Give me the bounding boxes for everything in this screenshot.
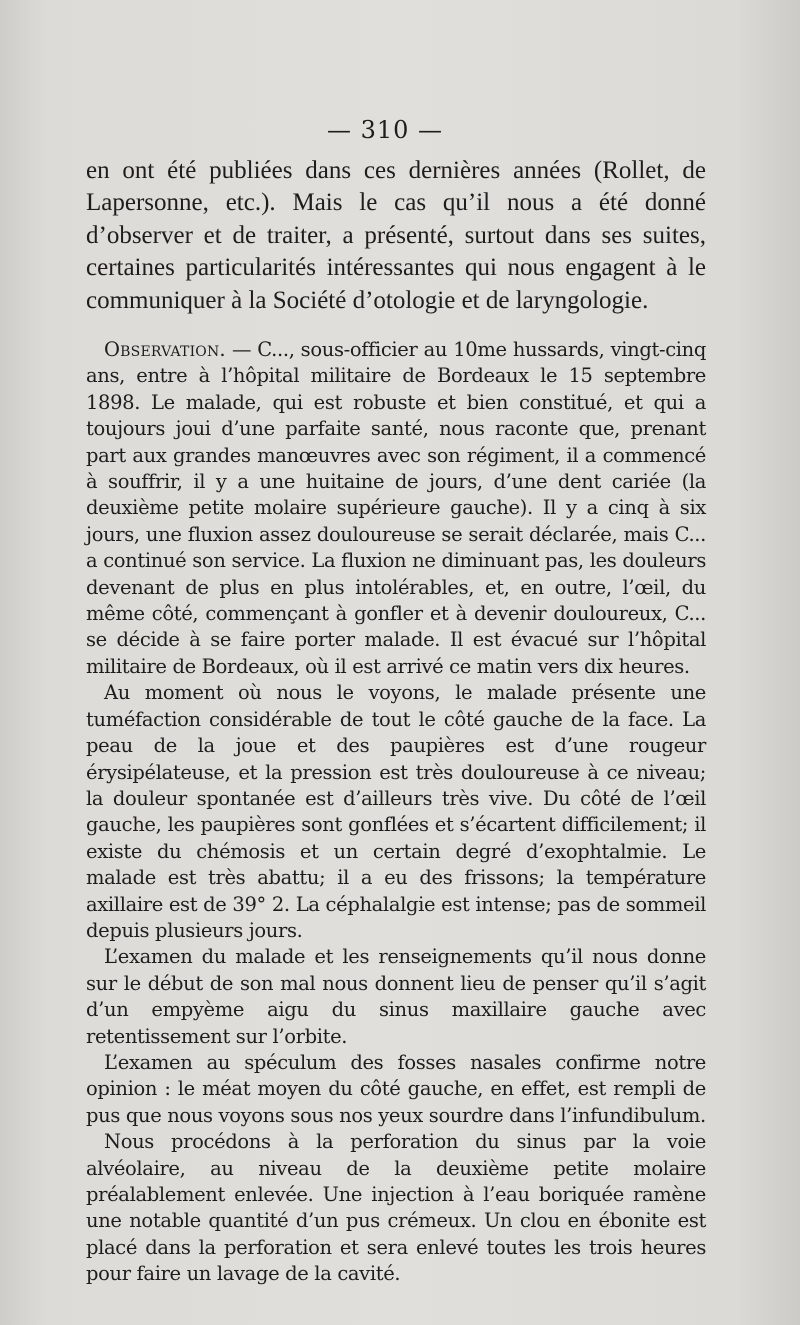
diagnosis-paragraph: L’examen du malade et les renseignements qu’il nous donne sur le début de son mal nous donnent lieu de penser qu’il s’agit d’un empyème aigu du sinus maxillaire gauche avec retentissement sur l’orbite. (86, 945, 706, 1048)
observation-heading: Observation. (104, 338, 226, 361)
clinical-paragraph: Au moment où nous le voyons, le malade présente une tuméfaction considérable de tout le côté gauche de la face. La peau de la joue et des paupières est d’une rougeur érysipélateuse, et la pression est très douloureuse à ce niveau; la douleur spontanée est d’ailleurs très vive. Du côté de l’œil gauche, les paupières sont gonflées et s’écartent difficilement; il existe du chémosis et un certain degré d’exophtalmie. Le malade est très abattu; il a eu des frissons; la température axillaire est de 39° 2. La céphalalgie est intense; pas de sommeil depuis plusieurs jours. (86, 681, 706, 942)
speculum-paragraph: L’examen au spéculum des fosses nasales confirme notre opinion : le méat moyen du côté gauche, en effet, est rempli de pus que nous voyons sous nos yeux sourdre dans l’infundibulum. (86, 1050, 706, 1127)
intro-text-block (86, 155, 706, 317)
intro-paragraph: en ont été publiées dans ces dernières années (Rollet, de Lapersonne, etc.). Mais le cas qu’il nous a été donné d’observer et de traiter, a présenté, surtout dans ses suites, certaines particularités intéressantes qui nous engagent à le communiquer à la Société d’otologie et de laryngologie. (86, 157, 706, 314)
observation-text-block (86, 337, 706, 1288)
procedure-paragraph: Nous procédons à la perforation du sinus par la voie alvéolaire, au niveau de la deuxième petite molaire préalablement enlevée. Une injection à l’eau boriquée ramène une notable quantité d’un pus crémeux. Un clou en ébonite est placé dans la perforation et sera enlevé toutes les trois heures pour faire un lavage de la cavité. (86, 1130, 706, 1286)
observation-paragraph (86, 337, 706, 680)
page-number: — 310 — (326, 116, 444, 144)
observation-text: — C..., sous-officier au 10me hussards, vingt-cinq ans, entre à l’hôpital militaire de Bordeaux le 15 septembre 1898. Le malade, qui est robuste et bien constitué, et qui a toujours joui d’une parfaite santé, nous raconte que, prenant part aux grandes manœuvres avec son régiment, il a commencé à souffrir, il y a une huitaine de jours, d’une dent cariée (la deuxième petite molaire supérieure gauche). Il y a cinq à six jours, une fluxion assez douloureuse se serait déclarée, mais C... a continué son service. La fluxion ne diminuant pas, les douleurs devenant de plus en plus intolérables, et, en outre, l’œil, du même côté, commençant à gonfler et à devenir douloureux, C... se décide à se faire porter malade. Il est évacué sur l’hôpital militaire de Bordeaux, où il est arrivé ce matin vers dix heures. (86, 338, 706, 678)
